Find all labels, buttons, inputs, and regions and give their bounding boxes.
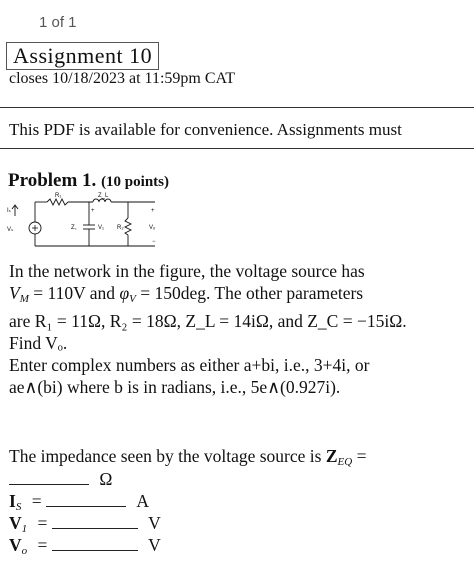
is-answer-row: $I_S = A$: [9, 491, 149, 513]
v1-answer-row: $V_1 = V$: [9, 513, 161, 535]
problem-statement: [9, 260, 467, 398]
vo-answer-row: $V_o = V$: [9, 535, 161, 557]
label-vs: Vₛ: [7, 227, 14, 233]
due-date: closes 10/18/2023 at 11:59pm CAT: [9, 70, 236, 87]
v1-answer-input[interactable]: [52, 512, 138, 529]
label-plus: +: [91, 208, 95, 214]
label-r1: R₁: [55, 193, 62, 199]
problem-number: Problem 1.: [8, 170, 97, 191]
statement-line: Find Vₒ.: [9, 333, 68, 353]
label-zl: Z_L: [98, 193, 109, 199]
label-is: Iₛ: [7, 208, 11, 214]
problem-heading: [8, 170, 169, 192]
label-r2: R₂: [117, 225, 124, 231]
pdf-notice: This PDF is available for convenience. Assignments must: [9, 120, 402, 139]
zeq-answer-row: Ω: [9, 468, 112, 490]
statement-line: Enter complex numbers as either a+bi, i.e., 3+4i, or: [9, 355, 370, 375]
zeq-answer-input[interactable]: [9, 468, 89, 485]
assignment-title: Assignment 10: [6, 42, 159, 70]
statement-line: In the network in the figure, the voltage source has: [9, 261, 365, 281]
divider: [0, 107, 474, 108]
page-counter: 1 of 1: [39, 14, 77, 31]
label-plus: +: [151, 208, 155, 214]
vo-answer-input[interactable]: [52, 534, 138, 551]
divider: [0, 148, 474, 149]
is-answer-input[interactable]: [46, 490, 126, 507]
label-minus: −: [152, 239, 156, 245]
label-vo: Vₒ: [149, 225, 156, 231]
statement-line: ae∧(bi) where b is in radians, i.e., 5e∧(0.927i).: [9, 377, 341, 397]
label-v1: V₁: [98, 225, 105, 231]
circuit-diagram: [5, 190, 165, 252]
problem-points: (10 points): [101, 174, 169, 190]
label-zc: Z꜀: [71, 225, 77, 231]
zeq-question: The impedance seen by the voltage source is $Z_{EQ}$ =: [9, 446, 367, 468]
statement-line: are R₁ = 11Ω, R₂ = 18Ω, Z_L = 14iΩ, and Z_C = −15iΩ.: [9, 311, 407, 331]
statement-line: $V_M = 110V$ and $\varphi_V = 150deg$. The other parameters: [9, 283, 364, 305]
